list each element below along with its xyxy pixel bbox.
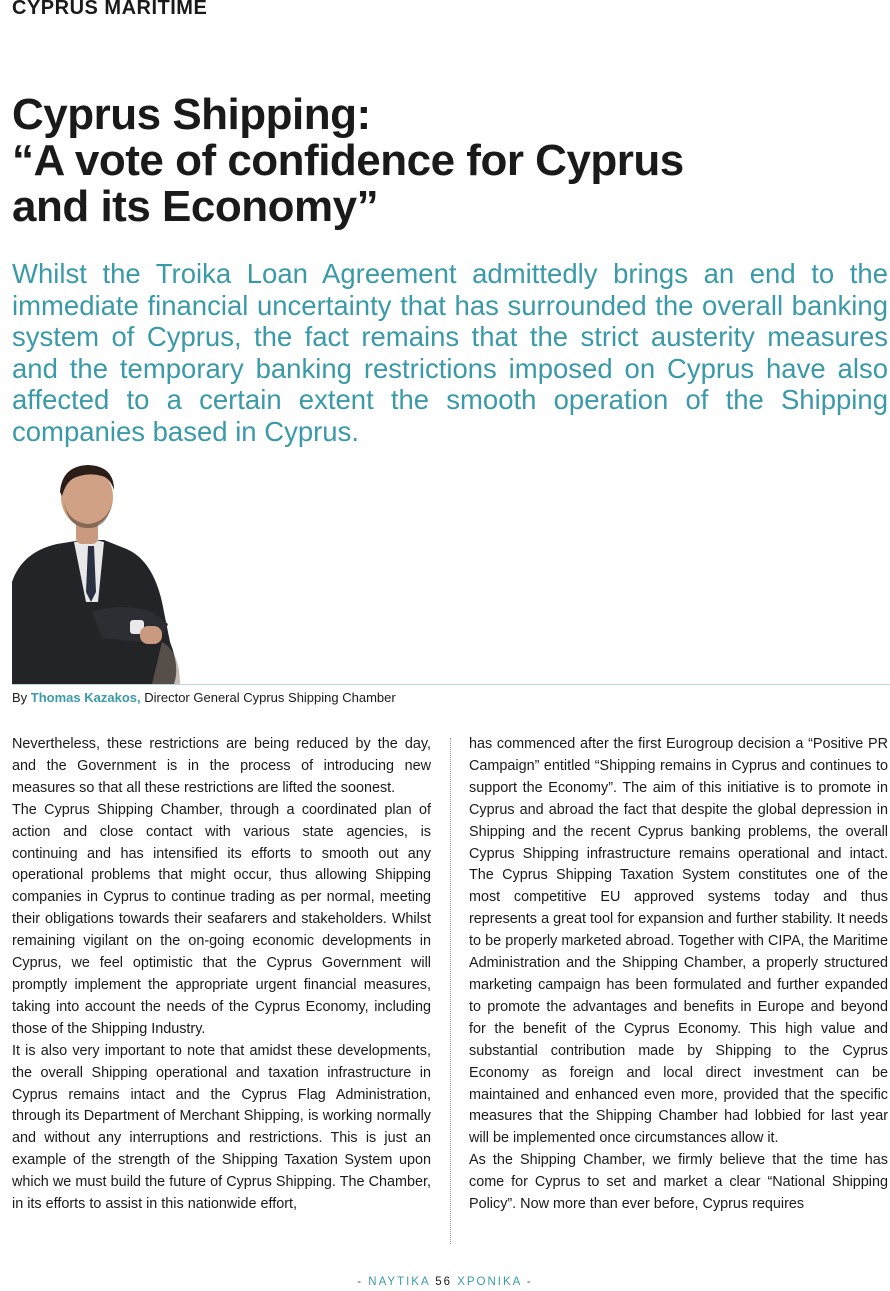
body-column-right — [469, 734, 888, 1216]
column-divider — [450, 738, 451, 1244]
footer-magazine-left: NAYTIKA — [368, 1276, 430, 1288]
photo-hand — [140, 626, 162, 644]
body-column-left — [12, 734, 431, 1216]
footer-magazine-right: XPONIKA — [457, 1276, 522, 1288]
title-line: Cyprus Shipping: — [12, 90, 371, 139]
byline-prefix: By — [12, 690, 28, 705]
article-lede: Whilst the Troika Loan Agreement admittedly brings an end to the immediate financial uncertainty that has surrounded the overall banking system of Cyprus, the fact remains that the strict austerity measures and the temporary banking restrictions imposed on Cyprus have also affected to a certain extent the smooth operation of the Shipping companies based in Cyprus. — [12, 258, 888, 447]
author-name: Thomas Kazakos, — [30, 690, 141, 705]
paragraph: It is also very important to note that amidst these developments, the overall Shipping operational and taxation infrastructure in Cyprus remains intact and the Cyprus Flag Administration, through its Department of Merchant Shipping, is working normally and without any interruptions and restrictions. This is just an example of the strength of the Shipping Taxation System upon which we must build the future of Cyprus Shipping. The Chamber, in its efforts to assist in this nationwide effort, — [12, 1042, 431, 1213]
paragraph: As the Shipping Chamber, we firmly believe that the time has come for Cyprus to set and market a clear “National Shipping Policy”. Now more than ever before, Cyprus requires — [469, 1152, 888, 1213]
page-footer — [0, 1276, 890, 1288]
article-title — [12, 92, 882, 230]
author-role: Director General Cyprus Shipping Chamber — [144, 690, 396, 705]
footer-dash: - — [526, 1276, 533, 1288]
footer-dash: - — [357, 1276, 364, 1288]
title-line: “A vote of confidence for Cyprus — [12, 136, 684, 185]
paragraph: Nevertheless, these restrictions are being reduced by the day, and the Government is in the process of introducing new measures so that all these restrictions are lifted the soonest. — [12, 736, 431, 796]
page-number: 56 — [435, 1276, 452, 1288]
byline — [12, 690, 396, 705]
paragraph: The Cyprus Shipping Chamber, through a coordinated plan of action and close contact with various state agencies, is continuing and has intensified its efforts to smooth out any operational problems that might occur, thus allowing Shipping companies in Cyprus to continue trading as per normal, meeting their obligations towards their seafarers and stakeholders. Whilst remaining vigilant on the on-going economic developments in Cyprus, we feel optimistic that the Cyprus Government will promptly implement the appropriate urgent financial measures, taking into account the needs of the Cyprus Economy, including those of the Shipping Industry. — [12, 801, 431, 1037]
paragraph: has commenced after the first Eurogroup decision a “Positive PR Campaign” entitled “Shipping remains in Cyprus and continues to support the Economy”. The aim of this initiative is to promote in Cyprus and abroad the fact that despite the global depression in Shipping and the recent Cyprus banking problems, the overall Cyprus Shipping infrastructure remains operational and intact. The Cyprus Shipping Taxation System constitutes one of the most competitive EU approved systems today and thus represents a great tool for expansion and further stability. It needs to be properly marketed abroad. Together with CIPA, the Maritime Administration and the Shipping Chamber, a properly structured marketing campaign has been formulated and further expanded to promote the advantages and benefits in Europe and beyond for the benefit of the Cyprus Economy. This high value and substantial contribution made by Shipping to the Cyprus Economy as foreign and local direct investment can be maintained and enhanced even more, provided that the specific measures that the Shipping Chamber had lobbied for last year will be implemented once circumstances allow it. — [469, 736, 888, 1147]
byline-rule — [12, 684, 890, 685]
section-label: CYPRUS MARITIME — [12, 0, 208, 19]
title-line: and its Economy” — [12, 182, 379, 231]
author-photo — [12, 462, 180, 684]
